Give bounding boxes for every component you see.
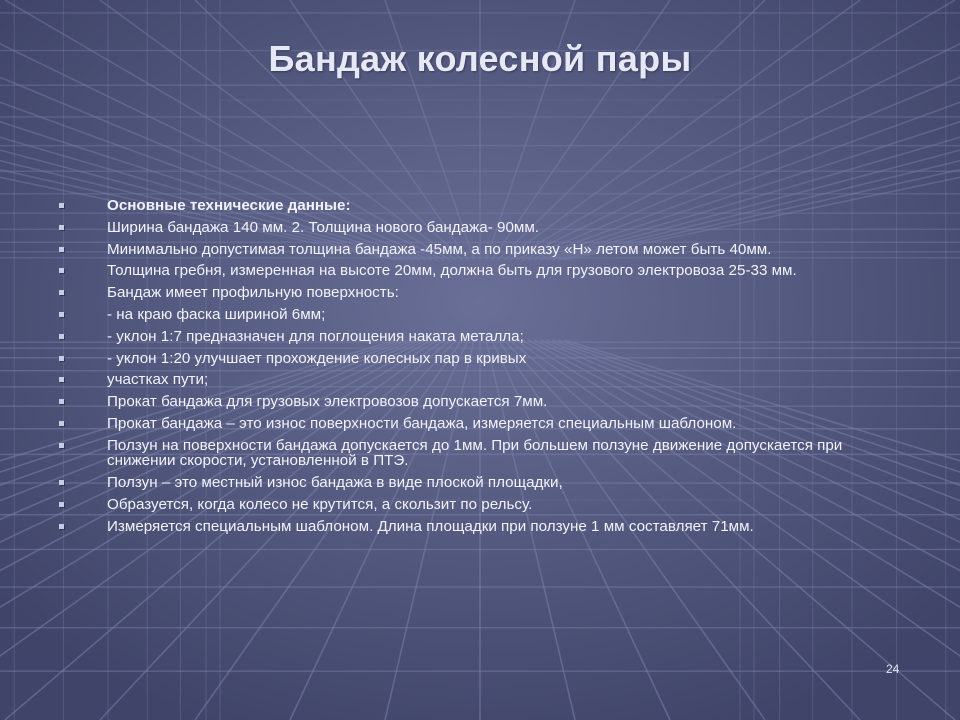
square-bullet-icon (59, 334, 64, 339)
list-item (56, 307, 906, 323)
square-bullet-icon (59, 356, 64, 361)
square-bullet-icon (59, 502, 64, 507)
square-bullet-icon (59, 290, 64, 295)
list-item (56, 394, 906, 410)
page-number: 24 (886, 662, 900, 676)
square-bullet-icon (59, 312, 64, 317)
list-item-text: Минимально допустимая толщина бандажа -45мм, а по приказу «Н» летом может быть 40мм. (107, 240, 772, 258)
list-item-text: - уклон 1:20 улучшает прохождение колесных пар в кривых (107, 349, 527, 367)
list-item-text: Ширина бандажа 140 мм. 2. Толщина нового бандажа- 90мм. (107, 218, 539, 236)
list-item (56, 329, 906, 345)
list-item (56, 198, 906, 214)
square-bullet-icon (59, 377, 64, 382)
list-item-text: Основные технические данные: (107, 197, 351, 214)
square-bullet-icon (59, 399, 64, 404)
list-item (56, 438, 906, 469)
list-item (56, 285, 906, 301)
list-item (56, 263, 906, 279)
square-bullet-icon (59, 443, 64, 448)
square-bullet-icon (59, 225, 64, 230)
list-item-text: Ползун на поверхности бандажа допускается до 1мм. При большем ползуне движение допускается при снижении скорости, установленной в ПТЭ. (107, 436, 843, 470)
list-item-text: Прокат бандажа – это износ поверхности бандажа, измеряется специальным шаблоном. (107, 414, 737, 432)
list-item (56, 416, 906, 432)
list-item-text: Бандаж имеет профильную поверхность: (107, 284, 399, 302)
list-item (56, 475, 906, 491)
list-item (56, 351, 906, 367)
square-bullet-icon (59, 203, 64, 208)
list-item (56, 220, 906, 236)
bullet-list (56, 198, 906, 540)
square-bullet-icon (59, 421, 64, 426)
square-bullet-icon (59, 247, 64, 252)
list-item-text: Ползун – это местный износ бандажа в виде плоской площадки, (107, 474, 563, 492)
list-item-text: Измеряется специальным шаблоном. Длина площадки при ползуне 1 мм составляет 71мм. (107, 517, 754, 535)
list-item-text: - уклон 1:7 предназначен для поглощения наката металла; (107, 327, 524, 345)
list-item-text: Прокат бандажа для грузовых электровозов допускается 7мм. (107, 393, 548, 411)
list-item (56, 497, 906, 513)
list-item-text: Толщина гребня, измеренная на высоте 20мм, должна быть для грузового электровоза 25-33 мм. (107, 262, 797, 280)
square-bullet-icon (59, 268, 64, 273)
list-item-text: участках пути; (107, 371, 209, 389)
list-item (56, 242, 906, 258)
list-item-text: Образуется, когда колесо не крутится, а скользит по рельсу. (107, 495, 533, 513)
list-item (56, 519, 906, 535)
square-bullet-icon (59, 524, 64, 529)
slide-title: Бандаж колесной пары (268, 38, 692, 79)
list-item-text: - на краю фаска шириной 6мм; (107, 305, 326, 323)
list-item (56, 372, 906, 388)
square-bullet-icon (59, 480, 64, 485)
